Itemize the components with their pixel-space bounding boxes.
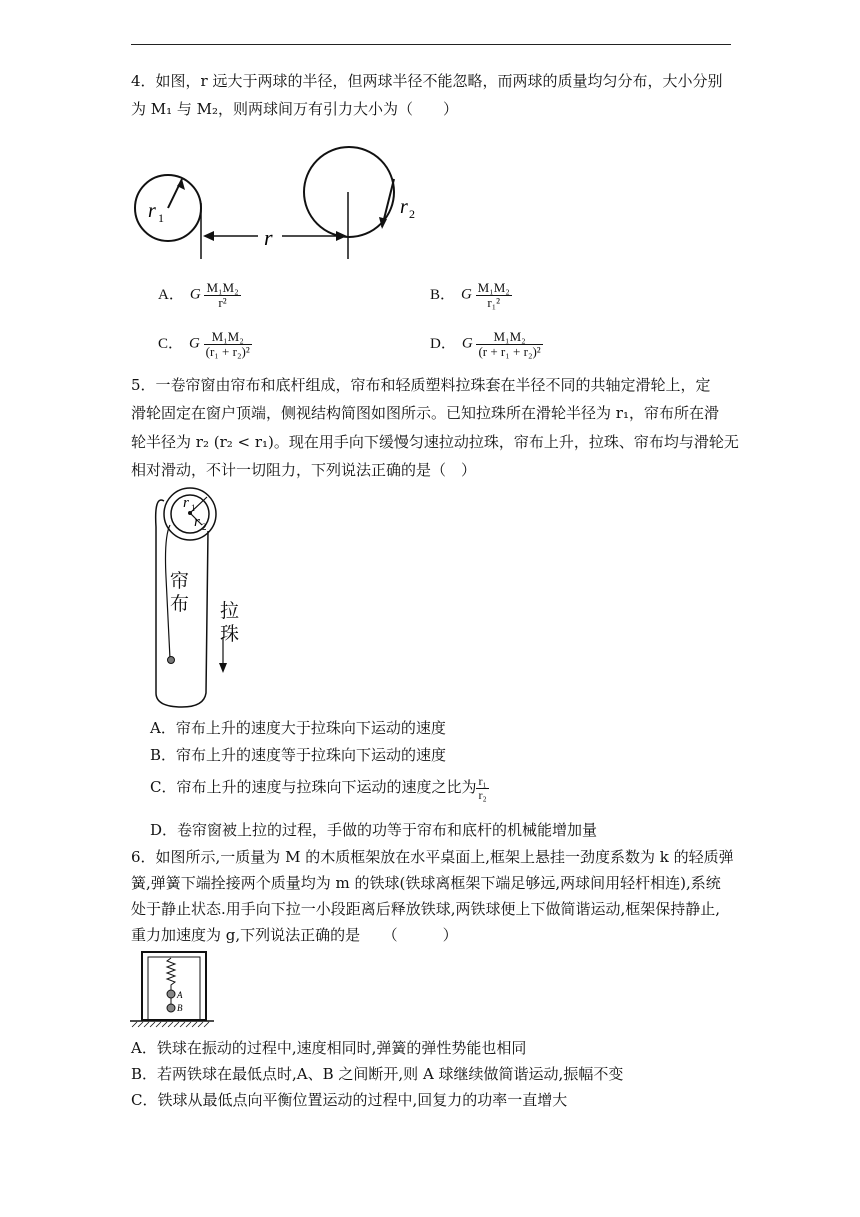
q5-option-a: A．帘布上升的速度大于拉珠向下运动的速度 — [150, 719, 446, 737]
header-rule — [131, 44, 731, 45]
q5-option-c: C．帘布上升的速度与拉珠向下运动的速度之比为 $\frac{\text{r₁}}{\text{r₂}}$ — [150, 774, 487, 802]
svg-text:1: 1 — [158, 211, 164, 225]
q4-option-c: C． G $\frac{\text{M₁M₂}}{\text{(r₁ + r₂)²}}$ — [158, 329, 250, 359]
q6-stem-line1: 6．如图所示,一质量为 M 的木质框架放在水平桌面上,框架上悬挂一劲度系数为 k 的轻质弹 — [131, 848, 734, 866]
q5-stem-line4: 相对滑动，不计一切阻力，下列说法正确的是（ ） — [131, 461, 477, 479]
q6-fig-ball-b: B — [177, 1003, 183, 1013]
q4-option-d: D． G $\frac{\text{M₁M₂}}{\text{(r + r₁ + r₂)²}}$ — [430, 329, 541, 359]
q5-stem-line3: 轮半径为 r₂ (r₂ < r₁)。现在用手向下缓慢匀速拉动拉珠，帘布上升，拉珠、帘布均与滑轮无 — [131, 433, 739, 451]
q5-figure-roller-blind — [150, 487, 250, 709]
q5-stem-line2: 滑轮固定在窗户顶端，侧视结构简图如图所示。已知拉珠所在滑轮半径为 r₁，帘布所在滑 — [131, 404, 719, 422]
q6-option-b: B．若两铁球在最低点时,A、B 之间断开,则 A 球继续做简谐运动,振幅不变 — [131, 1065, 624, 1083]
q5-fig-beads-label: 拉珠 — [220, 600, 240, 645]
q6-option-c: C．铁球从最低点向平衡位置运动的过程中,回复力的功率一直增大 — [131, 1091, 568, 1109]
label-r: r — [264, 225, 273, 250]
q5-fig-r2: r — [194, 514, 200, 530]
svg-text:1: 1 — [191, 503, 196, 513]
sphere-large — [304, 147, 394, 237]
q4-option-a: A． G $\frac{\text{M₁M₂}}{\text{r²}}$ — [158, 280, 239, 310]
q6-stem-line2: 簧,弹簧下端拴接两个质量均为 m 的铁球(铁球离框架下端足够远,两球间用轻杆相连),系统 — [131, 874, 721, 892]
q6-fig-ball-a: A — [177, 990, 183, 1000]
q5-option-d: D．卷帘窗被上拉的过程，手做的功等于帘布和底杆的机械能增加量 — [150, 821, 598, 839]
label-r2: r — [400, 196, 408, 218]
q5-option-b: B．帘布上升的速度等于拉珠向下运动的速度 — [150, 746, 447, 764]
svg-text:2: 2 — [409, 207, 415, 221]
q4-stem-line2: 为 M₁ 与 M₂，则两球间万有引力大小为（ ） — [131, 100, 459, 118]
q6-stem-line4: 重力加速度为 g,下列说法正确的是 （ ） — [131, 926, 458, 944]
q4-figure-two-spheres — [130, 135, 415, 265]
label-r1: r — [148, 200, 156, 222]
q4-stem-line1: 4．如图，r 远大于两球的半径，但两球半径不能忽略，而两球的质量均匀分布，大小分别 — [131, 72, 723, 90]
q5-stem-line1: 5．一卷帘窗由帘布和底杆组成，帘布和轻质塑料拉珠套在半径不同的共轴定滑轮上，定 — [131, 376, 711, 394]
q6-option-a: A．铁球在振动的过程中,速度相同时,弹簧的弹性势能也相同 — [131, 1039, 527, 1057]
q5-fig-curtain-label: 帘布 — [170, 570, 190, 615]
svg-text:2: 2 — [202, 522, 207, 532]
q6-stem-line3: 处于静止状态.用手向下拉一小段距离后释放铁球,两铁球便上下做简谐运动,框架保持静止, — [131, 900, 721, 918]
q6-figure-spring-frame — [130, 950, 214, 1030]
q5-fig-r1: r — [183, 495, 189, 511]
q4-option-b: B． G $\frac{\text{M₁M₂}}{\text{r₁²}}$ — [430, 280, 510, 310]
